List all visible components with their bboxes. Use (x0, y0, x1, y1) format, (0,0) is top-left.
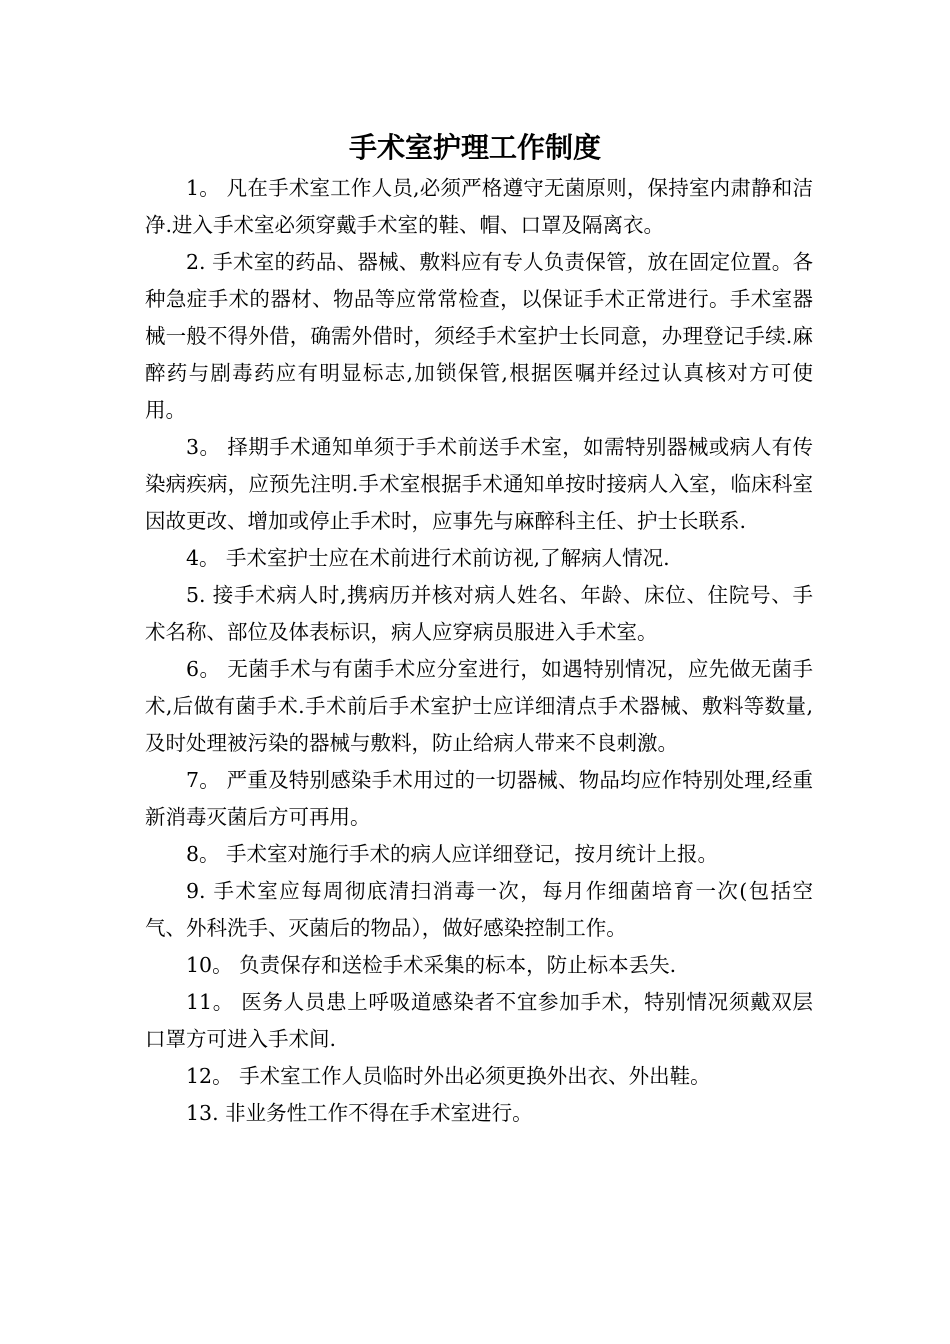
document-title: 手术室护理工作制度 (348, 131, 601, 164)
paragraph-4: 4。 手术室护士应在术前进行术前访视,了解病人情况. (186, 546, 670, 570)
paragraph-13: 13. 非业务性工作不得在手术室进行。 (186, 1101, 533, 1125)
document-body (145, 170, 813, 1132)
paragraph-2: 2. 手术室的药品、器械、敷料应有专人负责保管，放在固定位置。各种急症手术的器材、物品等应常常检查，以保证手术正常进行。手术室器械一般不得外借，确需外借时，须经手术室护士长同意，办理登记手续.麻醉药与剧毒药应有明显标志,加锁保管,根据医嘱并经过认真核对方可使用。 (145, 250, 813, 422)
paragraph-1: 1。 凡在手术室工作人员,必须严格遵守无菌原则，保持室内肃静和洁净.进入手术室必须穿戴手术室的鞋、帽、口罩及隔离衣。 (145, 176, 813, 237)
paragraph-6: 6。 无菌手术与有菌手术应分室进行，如遇特别情况，应先做无菌手术,后做有菌手术.手术前后手术室护士应详细清点手术器械、敷料等数量,及时处理被污染的器械与敷料，防止给病人带来不良刺激。 (145, 657, 813, 755)
paragraph-3: 3。 择期手术通知单须于手术前送手术室，如需特别器械或病人有传染病疾病，应预先注明.手术室根据手术通知单按时接病人入室，临床科室因故更改、增加或停止手术时，应事先与麻醉科主任、护士长联系. (145, 435, 813, 533)
paragraph-5: 5. 接手术病人时,携病历并核对病人姓名、年龄、床位、住院号、手术名称、部位及体表标识，病人应穿病员服进入手术室。 (145, 583, 813, 644)
paragraph-11: 11。 医务人员患上呼吸道感染者不宜参加手术，特别情况须戴双层口罩方可进入手术间. (145, 990, 813, 1051)
paragraph-8: 8。 手术室对施行手术的病人应详细登记，按月统计上报。 (186, 842, 719, 866)
paragraph-9: 9. 手术室应每周彻底清扫消毒一次，每月作细菌培育一次(包括空气、外科洗手、灭菌后的物品），做好感染控制工作。 (145, 879, 813, 940)
paragraph-10: 10。 负责保存和送检手术采集的标本，防止标本丢失. (186, 953, 677, 977)
paragraph-7: 7。 严重及特别感染手术用过的一切器械、物品均应作特别处理,经重新消毒灭菌后方可再用。 (145, 768, 813, 829)
paragraph-12: 12。 手术室工作人员临时外出必须更换外出衣、外出鞋。 (186, 1064, 711, 1088)
